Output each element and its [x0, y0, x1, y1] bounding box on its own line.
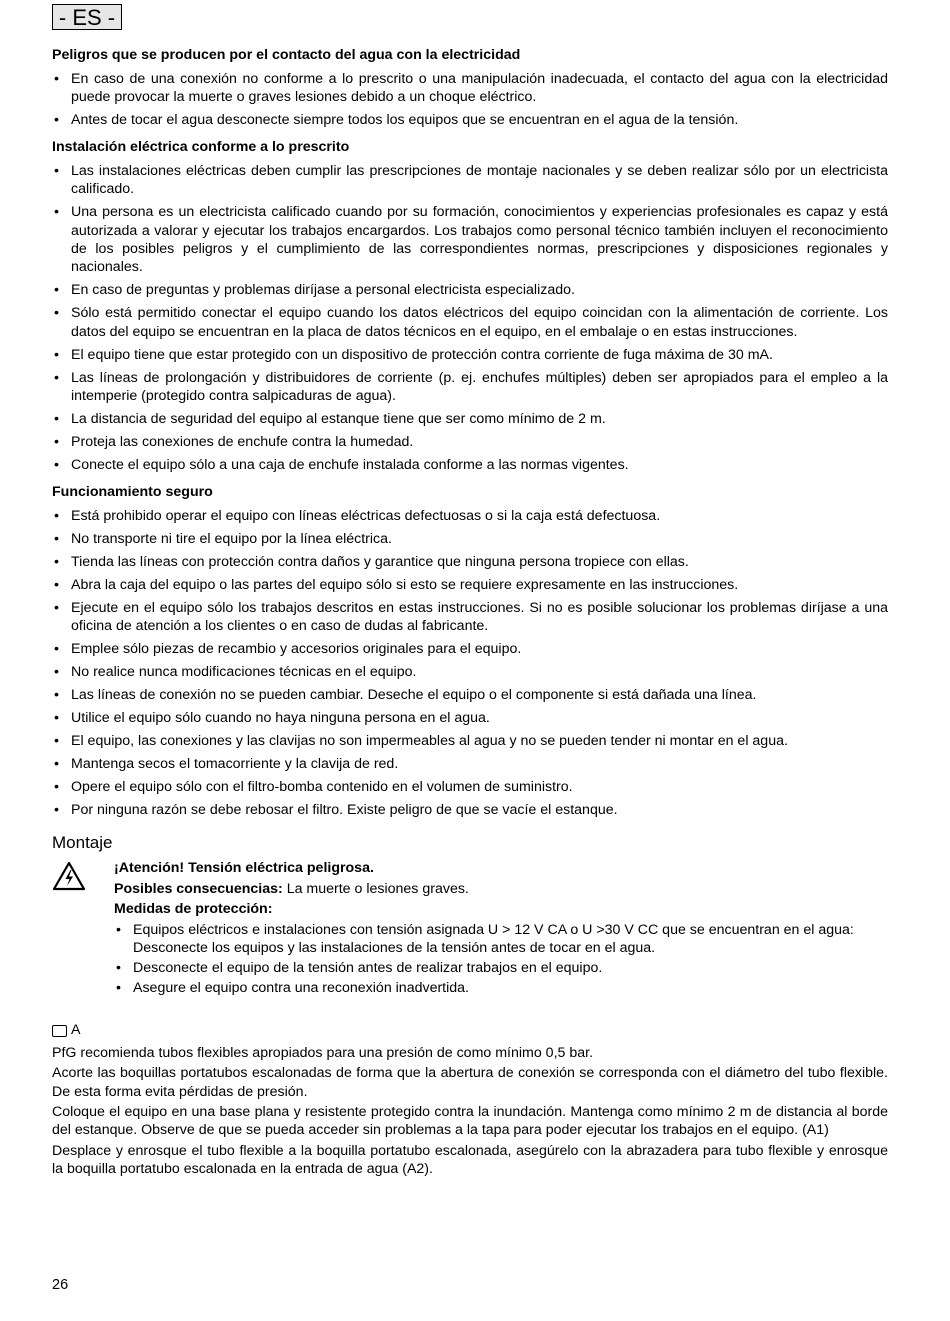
list-item: • Una persona es un electricista calificado cuando por su formación, conocimientos y experiencias profesionales es capaz y está autorizada a valorar y ejecutar los trabajos encargardos. Los trabajos como personal técnico también incluyen el reconocimiento de los posibles peligros y el cumplimiento de las correspondientes normas, prescripciones y disposiciones regionales y nacionales.	[52, 203, 888, 277]
measures-label: Medidas de protección:	[114, 901, 273, 918]
warning-heading: ¡Atención! Tensión eléctrica peligrosa.	[114, 860, 374, 877]
consequences-text: La muerte o lesiones graves.	[282, 880, 469, 897]
warning-block	[52, 859, 888, 1005]
language-tag: - ES -	[52, 4, 122, 30]
bullet-list	[52, 507, 888, 820]
list-item: • El equipo tiene que estar protegido con un dispositivo de protección contra corriente de fuga máxima de 30 mA.	[52, 346, 888, 364]
list-item: • La distancia de seguridad del equipo al estanque tiene que ser como mínimo de 2 m.	[52, 410, 888, 428]
list-item: • Tienda las líneas con protección contra daños y garantice que ninguna persona tropiece con ellas.	[52, 553, 888, 571]
list-item: • El equipo, las conexiones y las clavijas no son impermeables al agua y no se pueden tender ni montar en el agua.	[52, 732, 888, 750]
bullet-list	[52, 162, 888, 475]
section-title: Instalación eléctrica conforme a lo prescrito	[52, 138, 350, 155]
list-item: • En caso de una conexión no conforme a lo prescrito o una manipulación inadecuada, el contacto del agua con la electricidad puede provocar la muerte o graves lesiones debido a un choque eléctrico.	[52, 70, 888, 107]
consequences-label: Posibles consecuencias:	[114, 880, 283, 897]
list-item: • Ejecute en el equipo sólo los trabajos descritos en estas instrucciones. Si no es posible solucionar los problemas diríjase a una oficina de atención a los clientes o en caso de dudas al fabricante.	[52, 599, 888, 636]
list-item: • Asegure el equipo contra una reconexión inadvertida.	[114, 979, 888, 997]
list-item: • Las instalaciones eléctricas deben cumplir las prescripciones de montaje nacionales y se deben realizar sólo por un electricista calificado.	[52, 162, 888, 199]
section-title: Funcionamiento seguro	[52, 483, 213, 500]
list-item: • Desconecte el equipo de la tensión antes de realizar trabajos en el equipo.	[114, 959, 888, 977]
list-item: • Conecte el equipo sólo a una caja de enchufe instalada conforme a las normas vigentes.	[52, 456, 888, 474]
list-item: • Sólo está permitido conectar el equipo cuando los datos eléctricos del equipo coincidan con la alimentación de corriente. Los datos del equipo se encuentran en la placa de datos técnicos en el equipo, en el embalaje o en estas instrucciones.	[52, 304, 888, 341]
list-item: • Utilice el equipo sólo cuando no haya ninguna persona en el agua.	[52, 709, 888, 727]
list-item: • Equipos eléctricos e instalaciones con tensión asignada U > 12 V CA o U >30 V CC que se encuentran en el agua: Desconecte los equipos y las instalaciones de la tensión antes de tocar en el agua.	[114, 921, 888, 958]
paragraph: Desplace y enrosque el tubo flexible a la boquilla portatubo escalonada, asegúrelo con la abrazadera para tubo flexible y enrosque la boquilla portatubo escalonada en la entrada de agua (A2).	[52, 1142, 888, 1178]
list-item: • Está prohibido operar el equipo con líneas eléctricas defectuosas o si la caja está defectuosa.	[52, 507, 888, 525]
warning-body	[114, 859, 888, 1005]
figure-box-icon	[52, 1025, 67, 1037]
list-item: • En caso de preguntas y problemas diríjase a personal electricista especializado.	[52, 281, 888, 299]
list-item: • Las líneas de conexión no se pueden cambiar. Deseche el equipo o el componente si está dañada una línea.	[52, 686, 888, 704]
list-item: • Mantenga secos el tomacorriente y la clavija de red.	[52, 755, 888, 773]
electric-hazard-icon	[52, 859, 114, 1005]
list-item: • Emplee sólo piezas de recambio y accesorios originales para el equipo.	[52, 640, 888, 658]
list-item: • No realice nunca modificaciones técnicas en el equipo.	[52, 663, 888, 681]
list-item: • Abra la caja del equipo o las partes del equipo sólo si esto se requiere expresamente en las instrucciones.	[52, 576, 888, 594]
list-item: • Las líneas de prolongación y distribuidores de corriente (p. ej. enchufes múltiples) deben ser apropiados para el empleo a la intemperie (protegido contra salpicaduras de agua).	[52, 369, 888, 406]
bullet-list	[52, 70, 888, 130]
section-water-electricity	[52, 46, 888, 130]
list-item: • Proteja las conexiones de enchufe contra la humedad.	[52, 433, 888, 451]
list-item: • No transporte ni tire el equipo por la línea eléctrica.	[52, 530, 888, 548]
list-item: • Opere el equipo sólo con el filtro-bomba contenido en el volumen de suministro.	[52, 778, 888, 796]
section-electrical-installation	[52, 138, 888, 475]
figure-label: A	[71, 1022, 81, 1039]
montaje-heading: Montaje	[52, 833, 113, 853]
paragraph: PfG recomienda tubos flexibles apropiados para una presión de como mínimo 0,5 bar.	[52, 1044, 594, 1061]
measures-list	[114, 921, 888, 998]
page-content	[52, 46, 888, 1181]
paragraph: Coloque el equipo en una base plana y resistente protegido contra la inundación. Mantenga como mínimo 2 m de distancia al borde del estanque. Observe de que se pueda acceder sin problemas a la tapa para poder ejecutar los trabajos en el equipo. (A1)	[52, 1103, 888, 1139]
list-item: • Por ninguna razón se debe rebosar el filtro. Existe peligro de que se vacíe el estanque.	[52, 801, 888, 819]
page-number: 26	[52, 1277, 69, 1293]
list-item: • Antes de tocar el agua desconecte siempre todos los equipos que se encuentran en el agua de la tensión.	[52, 111, 888, 129]
figure-reference	[52, 1021, 888, 1039]
section-safe-operation	[52, 483, 888, 820]
section-title: Peligros que se producen por el contacto del agua con la electricidad	[52, 47, 521, 63]
paragraph: Acorte las boquillas portatubos escalonadas de forma que la abertura de conexión se corresponda con el diámetro del tubo flexible. De esta forma evita pérdidas de presión.	[52, 1065, 888, 1100]
